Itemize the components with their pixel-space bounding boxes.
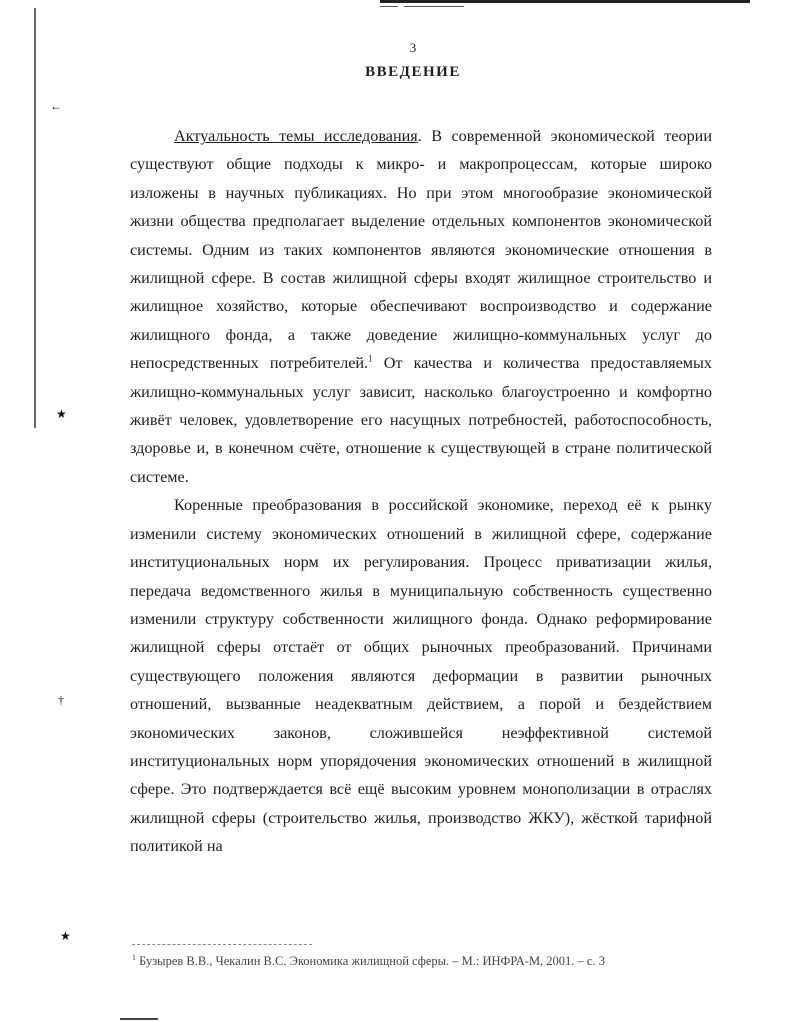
paragraph-text: Коренные преобразования в российской экономике, переход её к рынку изменили систему экономических отношений в жилищной сфере, содержание институциональных норм их регулирования. Процесс приватизации жилья, передача ведомственного жилья в муниципальную собственность существенно изменили структуру собственности жилищного фонда. Однако реформирование жилищной сферы отстаёт от общих рыночных преобразований. Причинами существующего положения являются деформации в развитии рыночных отношений, вызванные неадекватным действием, а порой и бездействием экономических законов, сложившейся неэффективной системой институциональных норм упорядочения экономических отношений в жилищной сфере. Это подтверждается всё ещё высоким уровнем монополизации в отраслях жилищной сферы (строительство жилья, производство ЖКУ), жёсткой тарифной политикой на — [130, 496, 712, 856]
footnote-text: Бузырев В.В., Чекалин В.С. Экономика жилищной сферы. – М.: ИНФРА-М, 2001. – с. 3 — [136, 954, 605, 968]
footnote-reference[interactable]: 1 — [368, 353, 373, 364]
scan-artifact — [404, 6, 464, 7]
page-title: ВВЕДЕНИЕ — [365, 64, 461, 80]
scan-speck: † — [58, 693, 64, 707]
paragraph-text: . В современной экономической теории существуют общие подходы к микро- и макропроцессам, которые широко изложены в научных публикациях. Но при этом многообразие экономической жизни общества предполагает выделение отдельных компонентов экономической системы. Одним из таких компонентов являются экономические отношения в жилищной сфере. В состав жилищной сферы входят жилищное строительство и жилищное хозяйство, которые обеспечивают воспроизводство и содержание жилищного фонда, а также доведение жилищно-коммунальных услуг до непосредственных потребителей. — [130, 127, 712, 373]
paragraph-1 — [130, 122, 712, 491]
footnote-mark: 1 — [132, 952, 136, 962]
scan-speck: ★ — [56, 407, 67, 421]
main-text — [130, 122, 712, 861]
scan-artifact — [380, 6, 398, 7]
paragraph-text-continued: От качества и количества предоставляемых жилищно-коммунальных услуг зависит, насколько благоустроенно и комфортно живёт человек, удовлетворение его насущных потребностей, работоспособность, здоровье и, в конечном счёте, отношение к существующей в стране политической системе. — [130, 354, 712, 486]
footnote — [132, 954, 732, 969]
scan-speck: ★ — [60, 929, 71, 943]
paragraph-2 — [130, 491, 712, 860]
footnote-separator — [132, 944, 312, 945]
scan-bottom-mark — [120, 1018, 158, 1020]
scan-top-border — [380, 0, 750, 3]
paragraph-lead: Актуальность темы исследования — [174, 127, 418, 145]
scan-speck: ← — [50, 99, 62, 113]
page-number: 3 — [409, 40, 417, 55]
